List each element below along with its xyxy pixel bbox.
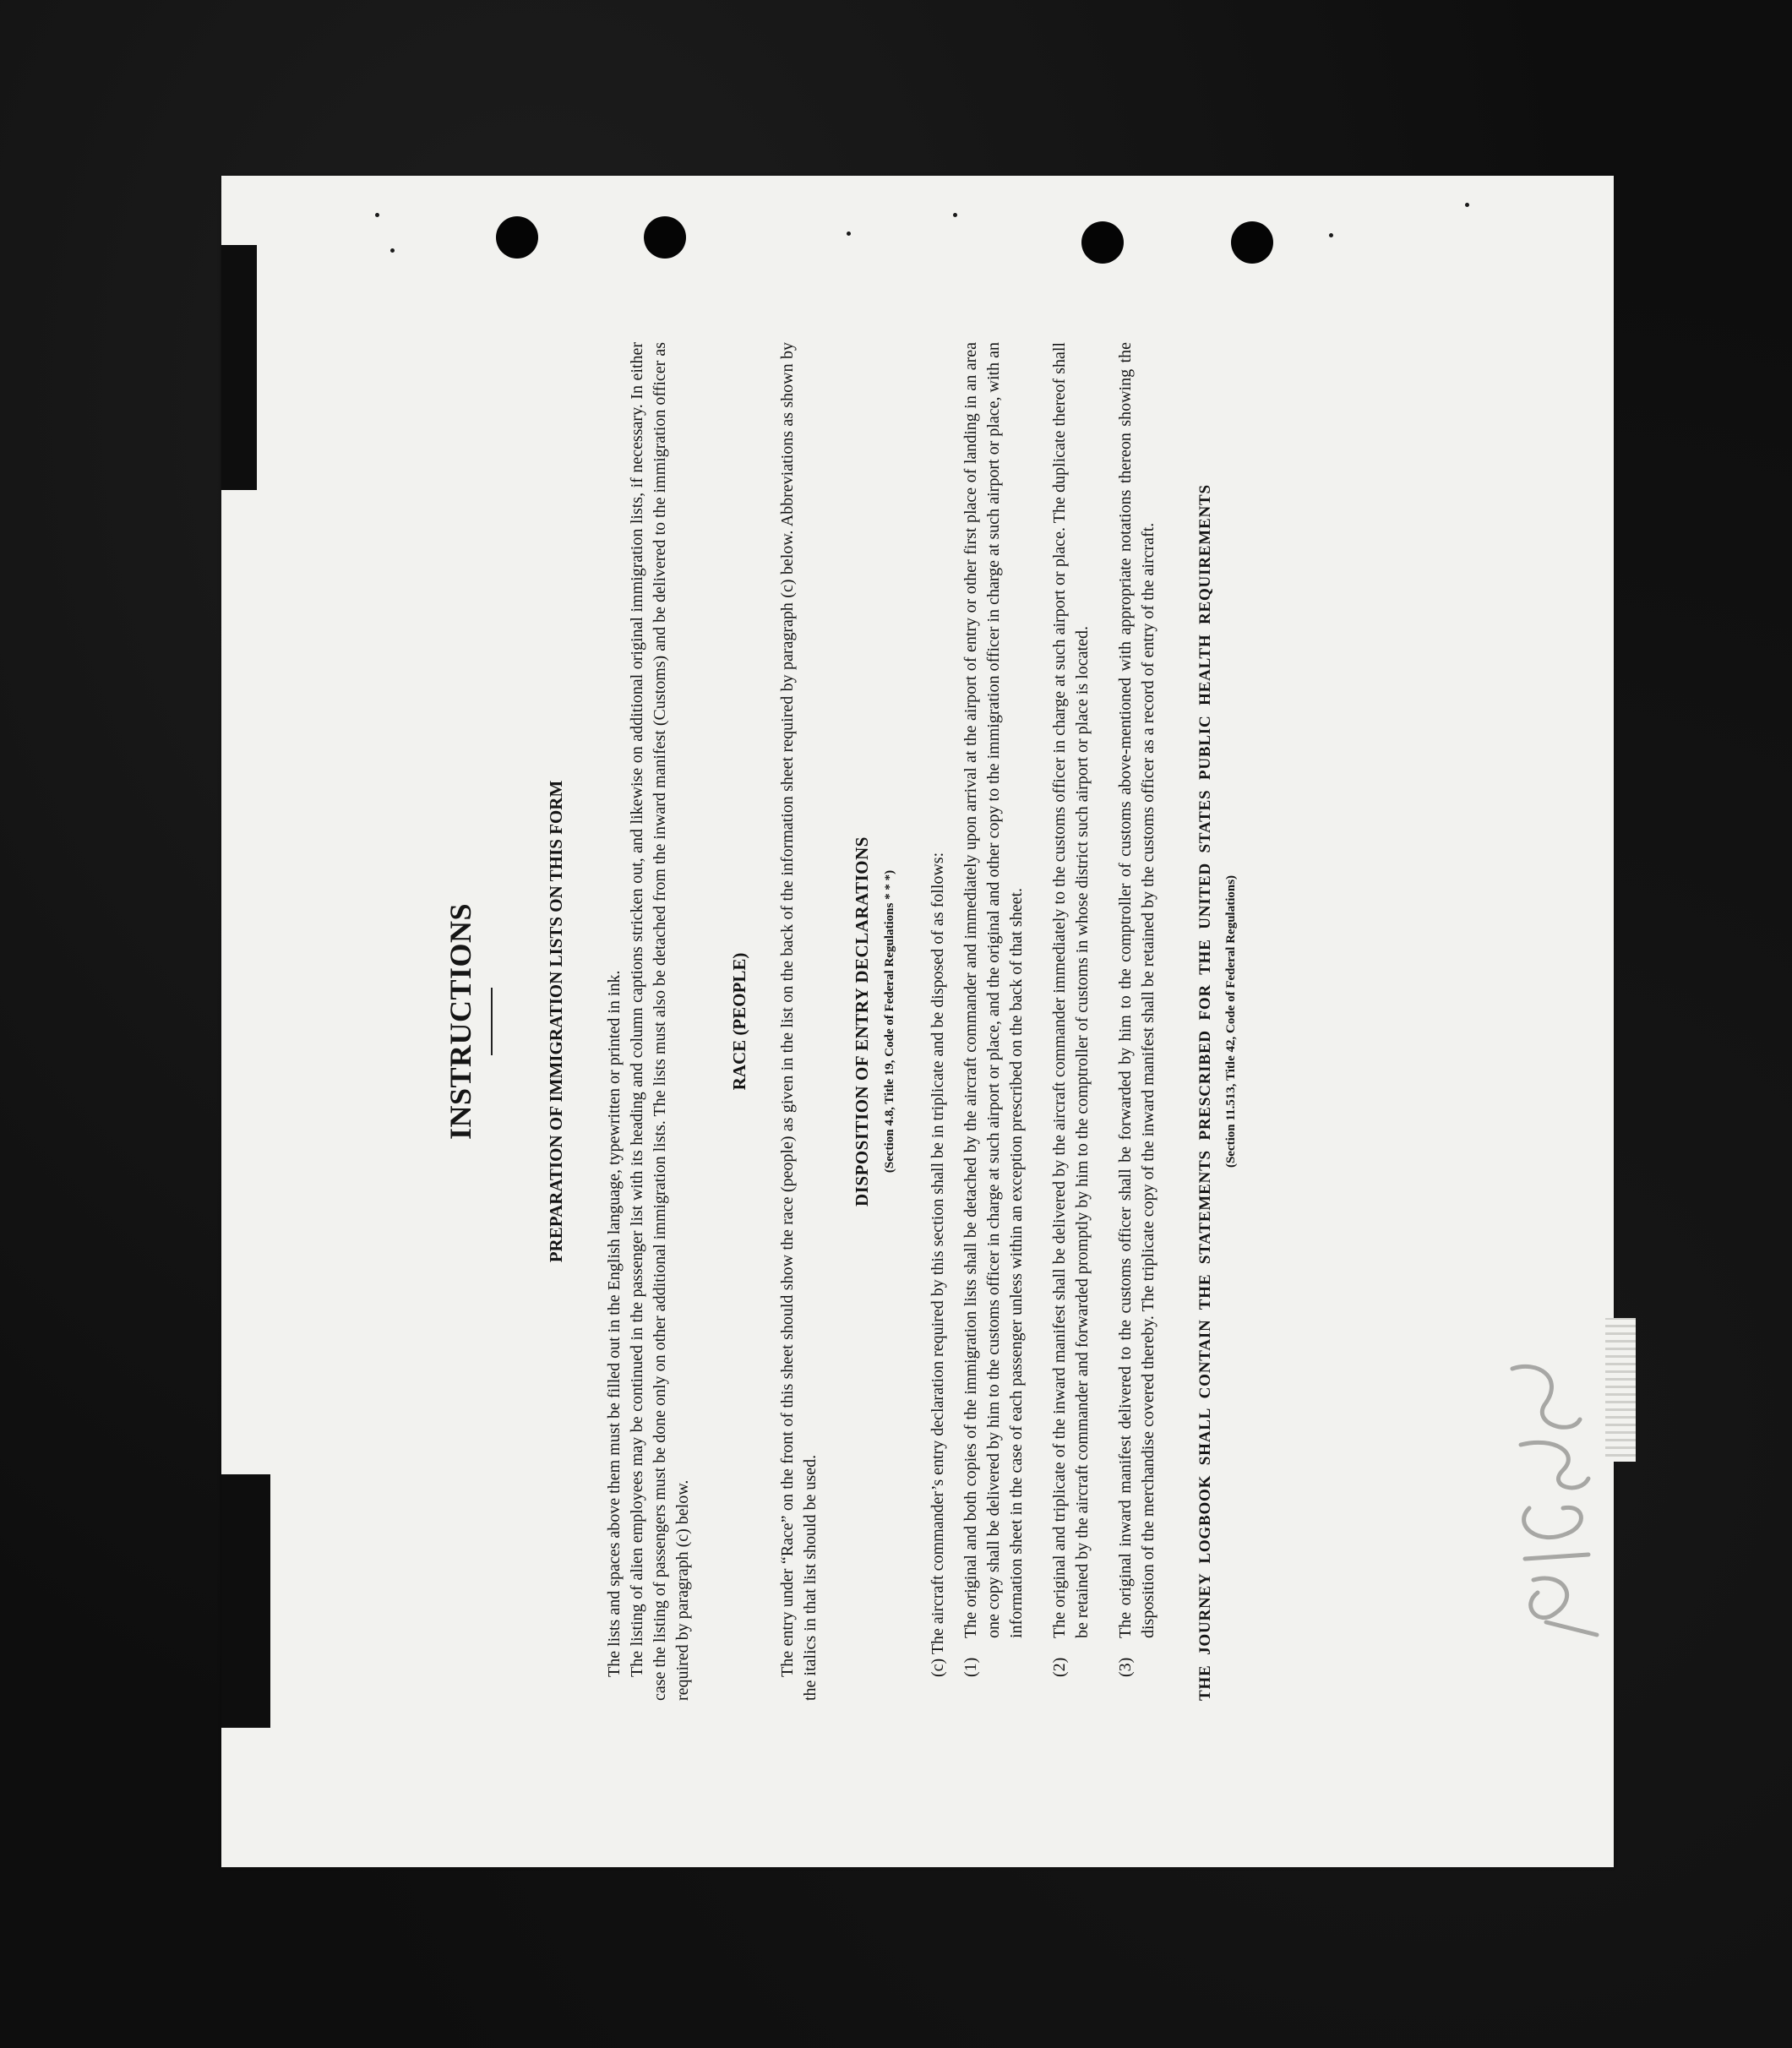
list-item-text: The original and triplicate of the inward manifest shall be delivered by the aircraft commander immediately to the customs officer in charge at such airport or place. The duplicate thereof shall be retained by the aircraft commander and forwarded promptly by him to the comptroller of customs in whose district such airport or place is located. xyxy=(1050,342,1092,1638)
page-title: INSTRUCTIONS xyxy=(444,902,477,1141)
title-divider xyxy=(491,988,493,1055)
speck xyxy=(953,213,957,217)
footer-statement: THE JOURNEY LOGBOOK SHALL CONTAIN THE STATEMENTS PRESCRIBED FOR THE UNITED STATES PUBLIC HEALTH REQUIREMENTS xyxy=(1196,484,1214,1701)
punch-hole-1 xyxy=(496,216,538,259)
paragraph-entry-declaration: (c) The aircraft commander’s entry declaration required by this section shall be in triplicate and be disposed of as follows: xyxy=(929,852,947,1677)
disposition-list xyxy=(960,342,1160,1677)
punch-hole-4 xyxy=(1231,221,1273,264)
list-item-number: (1) xyxy=(961,1657,980,1677)
section-heading-preparation: PREPARATION OF IMMIGRATION LISTS ON THIS FORM xyxy=(546,780,566,1263)
speck xyxy=(1465,203,1469,207)
list-item-text: The original inward manifest delivered to the customs officer shall be forwarded by him to the comptroller of customs above-mentioned with appropriate notations thereon showing the disposition of the merchandise covered thereby. The triplicate copy of the inward manifest shall be retained by the customs officer as a record of entry of the aircraft. xyxy=(1116,342,1157,1638)
paragraph-lists: The lists and spaces above them must be filled out in the English language, typewritten or printed in ink. xyxy=(605,970,624,1677)
speck xyxy=(1329,233,1333,237)
page-notch-bottom xyxy=(221,1474,270,1728)
speck xyxy=(375,213,379,217)
list-item-number: (2) xyxy=(1050,1657,1069,1677)
instructions-text-block xyxy=(444,337,1391,1706)
list-item xyxy=(1114,342,1160,1677)
paragraph-race: The entry under “Race” on the front of this sheet should show the race (people) as given in the list on the back of the information sheet required by paragraph (c) below. Abbreviations as shown by the italics in that list should be used. xyxy=(778,342,820,1701)
list-item xyxy=(1049,342,1094,1677)
speck xyxy=(847,231,851,236)
list-item-text: The original and both copies of the immigration lists shall be detached by the aircraft commander and immediately upon arrival at the airport of entry or other first place of landing in an area one copy shall be delivered by him to the customs officer in charge at such airport or place, and the original and other copy to the immigration officer in charge at such airport or place, with an information sheet in the case of each passenger unless within an exception prescribed on the back of that sheet. xyxy=(961,342,1026,1638)
page-notch-top xyxy=(221,245,257,490)
section-heading-disposition: DISPOSITION OF ENTRY DECLARATIONS xyxy=(852,836,872,1206)
handwritten-signature xyxy=(1487,1343,1639,1648)
section-citation-title19: (Section 4.8, Title 19, Code of Federal Regulations * * *) xyxy=(883,869,896,1174)
section-heading-race: RACE (PEOPLE) xyxy=(729,952,749,1091)
punch-hole-3 xyxy=(1081,221,1124,264)
footer-citation: (Section 11.513, Title 42, Code of Federal Regulations) xyxy=(1224,874,1238,1168)
speck xyxy=(390,248,395,253)
punch-hole-2 xyxy=(644,216,686,259)
list-item xyxy=(960,342,1028,1677)
list-item-number: (3) xyxy=(1116,1657,1135,1677)
paragraph-alien-employees: The listing of alien employees may be continued in the passenger list with its heading and column captions stricken out, and likewise on additional original immigration lists, if necessary. In either case the listing of passengers must be done only on other additional immigration lists. The lists must also be detached from the inward manifest (Customs) and be delivered to the immigration officer as required by paragraph (c) below. xyxy=(628,342,692,1701)
